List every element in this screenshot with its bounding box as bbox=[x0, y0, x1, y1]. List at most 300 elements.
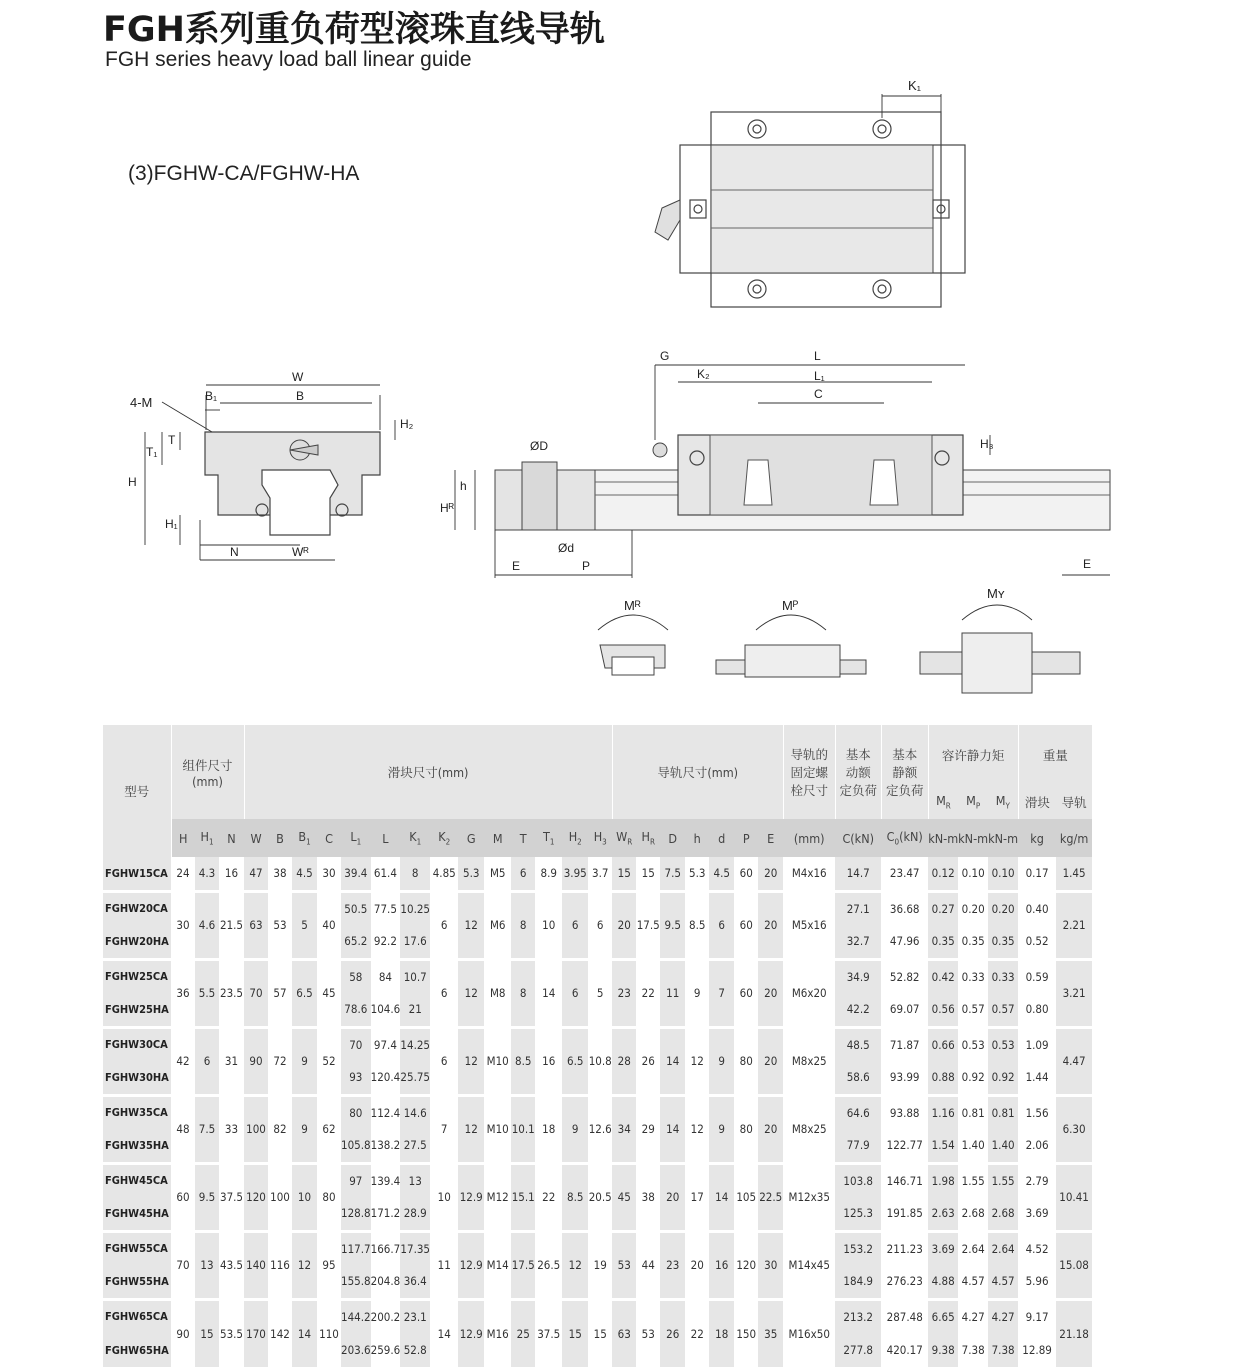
cell-value: 53 bbox=[636, 1299, 660, 1367]
dim-e: E bbox=[512, 559, 521, 573]
cell-value: 105.8 bbox=[341, 1129, 371, 1163]
cell-value: 5 bbox=[292, 891, 317, 959]
cell-value: 10 bbox=[535, 891, 562, 959]
cell-value: 9.17 bbox=[1018, 1299, 1056, 1333]
cell-value: 4.3 bbox=[195, 857, 219, 891]
cell-value: 35 bbox=[758, 1299, 783, 1367]
cell-value: 16 bbox=[224, 866, 239, 881]
cell-value: 63 bbox=[612, 1299, 636, 1367]
col-t: T bbox=[511, 819, 535, 857]
cell-value: 18 bbox=[709, 1299, 734, 1367]
cell-value: 6 bbox=[709, 891, 734, 959]
cell-value: M16x50 bbox=[783, 1299, 835, 1367]
cell-value: 21.18 bbox=[1056, 1299, 1092, 1367]
cell-value: 45 bbox=[612, 1163, 636, 1231]
cell-value: 0.35 bbox=[961, 934, 985, 949]
cell-value: 3.95 bbox=[562, 857, 588, 891]
cell-value: 14 bbox=[292, 1299, 317, 1367]
cell-value: 25.75 bbox=[400, 1061, 430, 1095]
cell-value: 58.6 bbox=[835, 1061, 881, 1095]
cell-value: 34.9 bbox=[835, 959, 881, 993]
cell-value: 26 bbox=[636, 1027, 660, 1095]
cell-value: M6x20 bbox=[783, 959, 835, 1027]
cell-value: M4x16 bbox=[791, 866, 827, 881]
cell-value: M10 bbox=[484, 1027, 511, 1095]
cell-model: FGHW20CA bbox=[103, 891, 171, 925]
cell-model: FGHW55HA bbox=[103, 1265, 171, 1299]
cell-value: 60 bbox=[171, 1163, 195, 1231]
cell-model: FGHW25HA bbox=[103, 993, 171, 1027]
col-h: H bbox=[171, 819, 195, 857]
cell-value: 140 bbox=[244, 1231, 268, 1299]
cell-value: 77.9 bbox=[835, 1129, 881, 1163]
cell-value: 40 bbox=[317, 891, 341, 959]
cell-value: 44 bbox=[636, 1231, 660, 1299]
cell-value: 1.44 bbox=[1025, 1070, 1049, 1085]
cell-value: 93.99 bbox=[889, 1070, 920, 1085]
cell-value: 36.68 bbox=[881, 891, 928, 925]
cell-value: 104.6 bbox=[370, 1002, 401, 1017]
cell-value: 6 bbox=[195, 1027, 219, 1095]
cell-value: 23.1 bbox=[400, 1299, 430, 1333]
cell-value: 18 bbox=[535, 1095, 562, 1163]
cell-value: 204.8 bbox=[370, 1274, 401, 1289]
cell-model: FGHW45HA bbox=[103, 1197, 171, 1231]
cell-value: 12.89 bbox=[1022, 1343, 1052, 1357]
cell-value: 37.5 bbox=[219, 1163, 244, 1231]
cell-value: 100 bbox=[268, 1163, 292, 1231]
cell-value: 3.21 bbox=[1056, 959, 1092, 1027]
cell-value: 0.42 bbox=[928, 959, 958, 993]
cell-value: 116 bbox=[268, 1231, 292, 1299]
cell-value: 142 bbox=[268, 1299, 292, 1367]
cell-value: 26 bbox=[660, 1299, 685, 1367]
cell-value: 2.68 bbox=[961, 1206, 985, 1221]
cell-value: 7 bbox=[709, 959, 734, 1027]
unit-kg: kg bbox=[1018, 819, 1056, 857]
cell-value: 70 bbox=[341, 1027, 371, 1061]
cell-value: 38 bbox=[636, 1163, 660, 1231]
col-t1: $T_1$ bbox=[535, 819, 562, 857]
cell-value: 0.17 bbox=[1025, 866, 1049, 881]
cell-value: 21.5 bbox=[219, 891, 244, 959]
col-h: h bbox=[685, 819, 709, 857]
cell-value: 3.7 bbox=[591, 866, 609, 881]
cell-value: 22 bbox=[685, 1299, 709, 1367]
cell-value: 20.5 bbox=[588, 1163, 612, 1231]
cell-value: 0.53 bbox=[958, 1027, 988, 1061]
cell-value: 7.5 bbox=[660, 857, 685, 891]
cell-value: 120 bbox=[734, 1231, 758, 1299]
dim-h2: H₂ bbox=[400, 417, 414, 431]
cell-value: 1.16 bbox=[928, 1095, 958, 1129]
header-rail: 导轨尺寸(mm) bbox=[612, 725, 783, 819]
cell-value: 110 bbox=[317, 1299, 341, 1367]
cell-value: 90 bbox=[171, 1299, 195, 1367]
cell-value: 20 bbox=[758, 959, 783, 1027]
cell-value: 0.20 bbox=[958, 891, 988, 925]
cell-value: 8 bbox=[511, 959, 535, 1027]
moment-mr-diagram bbox=[598, 598, 668, 675]
cell-value: 62 bbox=[317, 1095, 341, 1163]
header-moment: 容许静力矩 bbox=[928, 725, 1018, 785]
cell-value: 4.47 bbox=[1056, 1027, 1092, 1095]
cell-value: 29 bbox=[636, 1095, 660, 1163]
cell-value: 1.55 bbox=[958, 1163, 988, 1197]
cell-value: 14 bbox=[709, 1163, 734, 1231]
cell-value: 259.6 bbox=[370, 1343, 401, 1357]
cell-value: 9 bbox=[709, 1027, 734, 1095]
cell-value: 8.9 bbox=[540, 866, 557, 881]
cell-value: 19 bbox=[588, 1231, 612, 1299]
cell-value: 12 bbox=[458, 1027, 484, 1095]
col-c: C bbox=[317, 819, 341, 857]
cell-value: 97 bbox=[341, 1163, 371, 1197]
cell-value: 0.10 bbox=[961, 866, 985, 881]
cell-value: 4.6 bbox=[195, 891, 219, 959]
cell-value: 6 bbox=[588, 891, 612, 959]
cell-value: 95 bbox=[317, 1231, 341, 1299]
cell-value: 10 bbox=[292, 1163, 317, 1231]
unit-c: C(kN) bbox=[835, 819, 881, 857]
cell-value: 200.2 bbox=[371, 1299, 401, 1333]
cell-value: 60 bbox=[734, 959, 758, 1027]
cell-value: 21 bbox=[400, 993, 430, 1027]
cell-value: 17 bbox=[685, 1163, 709, 1231]
cell-value: 166.7 bbox=[371, 1231, 401, 1265]
col-l1: $L_1$ bbox=[341, 819, 371, 857]
cell-value: 15 bbox=[588, 1299, 612, 1367]
cell-value: 1.98 bbox=[928, 1163, 958, 1197]
header-static-load: 基本 静额 定负荷 bbox=[881, 725, 928, 819]
cell-value: 15.08 bbox=[1056, 1231, 1092, 1299]
cell-value: 45 bbox=[317, 959, 341, 1027]
cell-value: 47.96 bbox=[889, 934, 920, 949]
cell-value: 78.6 bbox=[341, 993, 371, 1027]
col-k2: $K_2$ bbox=[430, 819, 458, 857]
dim-e2: E bbox=[1083, 557, 1092, 571]
cell-value: 30 bbox=[171, 891, 195, 959]
cell-value: 10.7 bbox=[400, 959, 430, 993]
cell-value: 93.88 bbox=[881, 1095, 928, 1129]
cell-value: 8 bbox=[400, 857, 430, 891]
cell-value: 4.88 bbox=[928, 1265, 958, 1299]
dim-h-small: h bbox=[460, 479, 467, 493]
table-row bbox=[103, 891, 1092, 925]
cell-value: 92.2 bbox=[373, 934, 397, 949]
cell-value: 20 bbox=[685, 1231, 709, 1299]
cell-value: 23 bbox=[660, 1231, 685, 1299]
cell-value: 12 bbox=[562, 1231, 588, 1299]
cell-value: 9 bbox=[292, 1095, 317, 1163]
header-block: 滑块尺寸(mm) bbox=[244, 725, 612, 819]
cell-value: 13 bbox=[400, 1163, 430, 1197]
unit-mr: kN-m bbox=[928, 819, 958, 857]
col-n: N bbox=[219, 819, 244, 857]
dim-w: W bbox=[292, 370, 304, 384]
cell-value: 5.3 bbox=[458, 857, 484, 891]
cell-value: 72 bbox=[268, 1027, 292, 1095]
cell-value: 70 bbox=[171, 1231, 195, 1299]
cell-value: 12 bbox=[458, 959, 484, 1027]
col-h2: $H_2$ bbox=[562, 819, 588, 857]
dim-l: L bbox=[814, 349, 821, 363]
cell-value: 0.66 bbox=[928, 1027, 958, 1061]
cell-value: 0.33 bbox=[958, 959, 988, 993]
cell-value: 4.27 bbox=[988, 1299, 1018, 1333]
cell-value: 36 bbox=[171, 959, 195, 1027]
cell-value: 4.27 bbox=[958, 1299, 988, 1333]
cell-value: 43.5 bbox=[219, 1231, 244, 1299]
cell-value: 12 bbox=[458, 1095, 484, 1163]
cell-value: 20 bbox=[758, 891, 783, 959]
cell-value: 6.65 bbox=[928, 1299, 958, 1333]
dim-k2: K₂ bbox=[697, 367, 710, 381]
cell-value: M5x16 bbox=[783, 891, 835, 959]
unit-bolt: (mm) bbox=[783, 819, 835, 857]
cell-value: 80 bbox=[341, 1095, 371, 1129]
cell-value: 6 bbox=[430, 891, 458, 959]
cell-value: 112.4 bbox=[371, 1095, 401, 1129]
cell-value: 22 bbox=[636, 959, 660, 1027]
cell-value: 2.21 bbox=[1056, 891, 1092, 959]
cell-value: 11 bbox=[660, 959, 685, 1027]
cell-value: M12x35 bbox=[783, 1163, 835, 1231]
cell-value: 0.81 bbox=[958, 1095, 988, 1129]
cell-value: 10 bbox=[430, 1163, 458, 1231]
dim-od: ØD bbox=[530, 439, 548, 453]
dim-h3: H₃ bbox=[980, 437, 994, 451]
cell-value: 14 bbox=[535, 959, 562, 1027]
cell-value: 16 bbox=[709, 1231, 734, 1299]
cell-value: 4.85 bbox=[432, 866, 456, 881]
cell-value: 13 bbox=[195, 1231, 219, 1299]
cell-model: FGHW30HA bbox=[103, 1061, 171, 1095]
table-row bbox=[103, 1231, 1092, 1265]
cell-value: 146.71 bbox=[881, 1163, 928, 1197]
cell-value: 12.9 bbox=[458, 1299, 484, 1367]
cell-value: 1.56 bbox=[1018, 1095, 1056, 1129]
cell-value: 0.80 bbox=[1025, 1002, 1049, 1017]
cell-value: 1.54 bbox=[928, 1129, 958, 1163]
cell-value: 5.96 bbox=[1025, 1274, 1049, 1289]
cell-value: 1.40 bbox=[961, 1138, 985, 1153]
cell-value: 8.5 bbox=[685, 891, 709, 959]
header-bolt: 导轨的 固定螺 栓尺寸 bbox=[783, 725, 835, 819]
cell-value: 4.5 bbox=[709, 857, 734, 891]
cell-value: 34 bbox=[612, 1095, 636, 1163]
dim-g: G bbox=[660, 349, 670, 363]
cell-value: 12 bbox=[458, 891, 484, 959]
cell-value: 138.2 bbox=[370, 1138, 401, 1153]
cell-value: 10.8 bbox=[588, 1027, 612, 1095]
cell-value: 9 bbox=[292, 1027, 317, 1095]
cell-value: 64.6 bbox=[835, 1095, 881, 1129]
cell-value: 47 bbox=[244, 857, 268, 891]
table-row bbox=[103, 1095, 1092, 1129]
col-l: L bbox=[371, 819, 401, 857]
cell-value: 12 bbox=[685, 1095, 709, 1163]
col-g: G bbox=[458, 819, 484, 857]
cell-value: 25 bbox=[511, 1299, 535, 1367]
cell-value: 16 bbox=[535, 1027, 562, 1095]
cell-value: 69.07 bbox=[889, 1002, 920, 1017]
cell-value: 11 bbox=[430, 1231, 458, 1299]
cell-value: 0.52 bbox=[1025, 934, 1049, 949]
table-row bbox=[103, 1163, 1092, 1197]
col-b1: $B_1$ bbox=[292, 819, 317, 857]
cell-value: M8x25 bbox=[783, 1027, 835, 1095]
cell-value: 191.85 bbox=[886, 1206, 923, 1221]
cell-value: 14 bbox=[660, 1027, 685, 1095]
cell-value: 12.6 bbox=[588, 1095, 612, 1163]
cell-value: 1.55 bbox=[988, 1163, 1018, 1197]
cell-value: 150 bbox=[734, 1299, 758, 1367]
dim-od-small: Ød bbox=[558, 541, 575, 555]
col-h1: $H_1$ bbox=[195, 819, 219, 857]
cell-model: FGHW25CA bbox=[103, 959, 171, 993]
unit-mp: kN-m bbox=[958, 819, 988, 857]
cell-value: 12.9 bbox=[458, 1163, 484, 1231]
cell-value: 2.68 bbox=[988, 1197, 1018, 1231]
cell-value: 7.38 bbox=[988, 1333, 1018, 1367]
table-row bbox=[103, 1299, 1092, 1333]
cell-value: 22 bbox=[535, 1163, 562, 1231]
cell-value: 4.52 bbox=[1018, 1231, 1056, 1265]
svg-text:Mᴾ: Mᴾ bbox=[782, 598, 799, 613]
model-label: (3)FGHW-CA/FGHW-HA bbox=[128, 162, 360, 185]
cell-value: 4.57 bbox=[961, 1274, 985, 1289]
header-assembly: 组件尺寸 (mm) bbox=[171, 725, 244, 819]
cell-value: 60 bbox=[734, 891, 758, 959]
cell-value: 17.6 bbox=[400, 925, 430, 959]
dim-b: B bbox=[296, 389, 305, 403]
cell-value: 2.06 bbox=[1025, 1138, 1049, 1153]
col-d: d bbox=[709, 819, 734, 857]
cell-value: 14.6 bbox=[400, 1095, 430, 1129]
cell-value: 120 bbox=[244, 1163, 268, 1231]
cell-value: 20 bbox=[758, 1095, 783, 1163]
cell-value: 0.88 bbox=[928, 1061, 958, 1095]
cell-value: 12 bbox=[292, 1231, 317, 1299]
cell-value: 27.5 bbox=[400, 1129, 430, 1163]
cell-value: 153.2 bbox=[835, 1231, 881, 1265]
cell-value: 0.12 bbox=[928, 857, 958, 891]
cell-value: 420.17 bbox=[886, 1343, 923, 1357]
col-hr: $H_R$ bbox=[636, 819, 660, 857]
cell-value: 14.25 bbox=[400, 1027, 430, 1061]
header-mr: $M_R$ bbox=[928, 785, 958, 819]
cell-value: 1.09 bbox=[1018, 1027, 1056, 1061]
cell-value: 32.7 bbox=[835, 925, 881, 959]
header-dynamic-load: 基本 动额 定负荷 bbox=[835, 725, 881, 819]
cell-value: 0.40 bbox=[1018, 891, 1056, 925]
col-p: P bbox=[734, 819, 758, 857]
cell-value: 10.41 bbox=[1056, 1163, 1092, 1231]
cell-value: 1.40 bbox=[988, 1129, 1018, 1163]
cell-value: 2.79 bbox=[1018, 1163, 1056, 1197]
col-k1: $K_1$ bbox=[400, 819, 430, 857]
cell-value: 128.8 bbox=[341, 1197, 371, 1231]
cell-value: M6 bbox=[484, 891, 511, 959]
cell-value: 9 bbox=[562, 1095, 588, 1163]
cell-value: 42.2 bbox=[835, 993, 881, 1027]
cell-value: 80 bbox=[734, 1027, 758, 1095]
cell-value: M14 bbox=[484, 1231, 511, 1299]
table-row bbox=[103, 959, 1092, 993]
svg-text:Mʏ: Mʏ bbox=[987, 586, 1005, 601]
cell-value: 52.8 bbox=[400, 1333, 430, 1367]
dim-n: N bbox=[230, 545, 239, 559]
cell-value: 23.5 bbox=[219, 959, 244, 1027]
cell-value: 7.38 bbox=[961, 1343, 985, 1357]
dim-h1: H₁ bbox=[165, 517, 178, 531]
cell-model: FGHW65HA bbox=[103, 1333, 171, 1367]
cell-value: 0.59 bbox=[1018, 959, 1056, 993]
col-d: D bbox=[660, 819, 685, 857]
cell-value: 28.9 bbox=[400, 1197, 430, 1231]
cell-value: 0.53 bbox=[988, 1027, 1018, 1061]
cell-value: 0.27 bbox=[928, 891, 958, 925]
cell-value: 0.35 bbox=[928, 925, 958, 959]
page-subtitle: FGH series heavy load ball linear guide bbox=[105, 48, 472, 71]
header-my: $M_Y$ bbox=[988, 785, 1018, 819]
cell-value: 0.57 bbox=[961, 1002, 985, 1017]
svg-text:Mᴿ: Mᴿ bbox=[624, 598, 641, 613]
cell-value: 6 bbox=[430, 959, 458, 1027]
cell-value: 20 bbox=[758, 857, 783, 891]
cell-value: 52.82 bbox=[881, 959, 928, 993]
dim-4m: 4-M bbox=[130, 395, 153, 410]
cell-value: 6.30 bbox=[1056, 1095, 1092, 1163]
cell-value: 1.45 bbox=[1056, 857, 1092, 891]
cell-value: 70 bbox=[244, 959, 268, 1027]
cell-value: 90 bbox=[244, 1027, 268, 1095]
cell-value: 6 bbox=[430, 1027, 458, 1095]
cell-value: 23.47 bbox=[889, 866, 920, 881]
cell-value: 14 bbox=[660, 1095, 685, 1163]
cell-value: 65.2 bbox=[341, 925, 371, 959]
header-model: 型号 bbox=[103, 725, 171, 857]
cell-value: 93 bbox=[341, 1061, 371, 1095]
cell-value: 33 bbox=[219, 1095, 244, 1163]
cell-value: 39.4 bbox=[341, 857, 371, 891]
dim-k1: K₁ bbox=[908, 78, 922, 93]
cell-value: 2.64 bbox=[958, 1231, 988, 1265]
cell-value: 22.5 bbox=[758, 1163, 783, 1231]
cell-value: M12 bbox=[484, 1163, 511, 1231]
cell-value: 7.5 bbox=[195, 1095, 219, 1163]
cell-value: 0.10 bbox=[988, 857, 1018, 891]
cell-value: 17.5 bbox=[636, 891, 660, 959]
cell-model: FGHW35HA bbox=[103, 1129, 171, 1163]
page-title: FGH系列重负荷型滚珠直线导轨 bbox=[103, 10, 605, 50]
cell-value: 57 bbox=[268, 959, 292, 1027]
cell-value: M10 bbox=[484, 1095, 511, 1163]
cell-value: 30 bbox=[322, 866, 336, 881]
cell-value: 184.9 bbox=[835, 1265, 881, 1299]
cell-value: 6 bbox=[511, 857, 535, 891]
cell-value: 213.2 bbox=[835, 1299, 881, 1333]
cell-value: 3.69 bbox=[928, 1231, 958, 1265]
cell-value: 0.92 bbox=[988, 1061, 1018, 1095]
cell-value: 38 bbox=[273, 866, 287, 881]
cell-value: 27.1 bbox=[835, 891, 881, 925]
cell-value: 20 bbox=[660, 1163, 685, 1231]
cell-value: 53 bbox=[612, 1231, 636, 1299]
cell-value: 103.8 bbox=[835, 1163, 881, 1197]
cell-model: FGHW30CA bbox=[103, 1027, 171, 1061]
